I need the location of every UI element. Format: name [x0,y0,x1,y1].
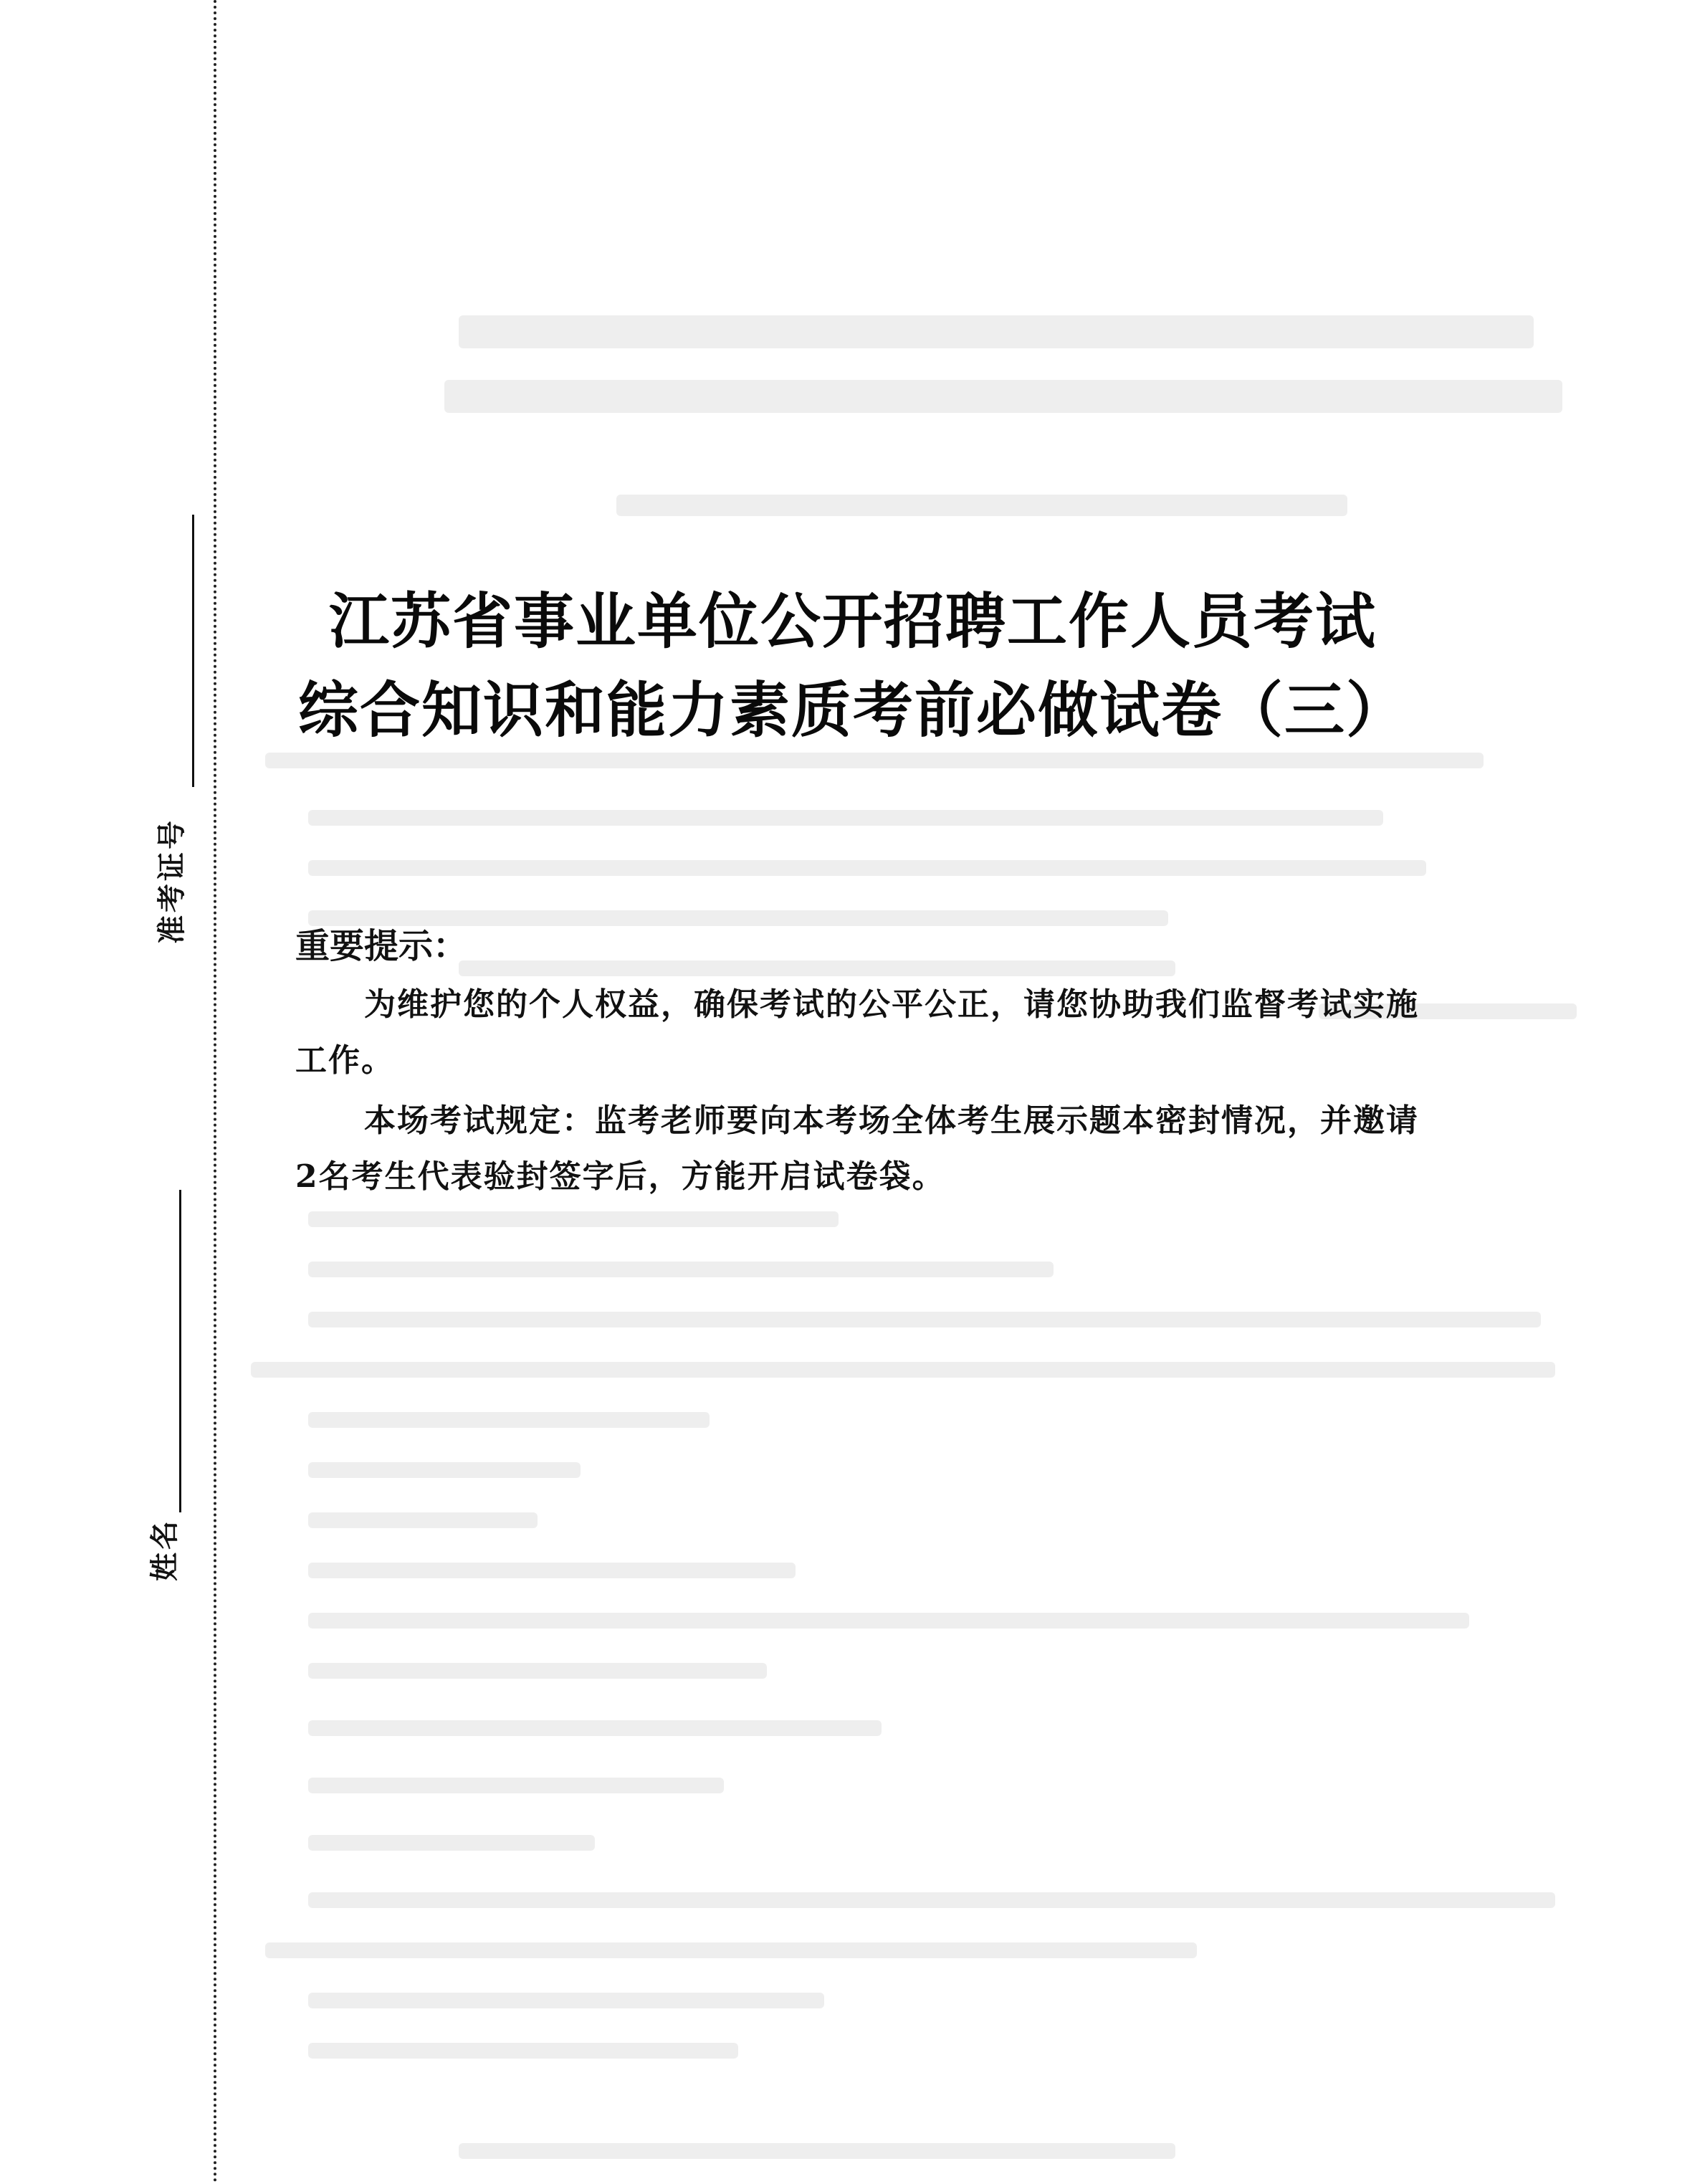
name-label: 姓名 [148,1518,181,1581]
bleed-through-line [308,1663,767,1679]
bleed-through-line [308,1720,882,1736]
notice-heading: 重要提示： [295,926,468,966]
bleed-through-line [444,380,1562,413]
bleed-through-line [308,860,1426,876]
bleed-through-line [308,1892,1555,1908]
bleed-through-line [308,1835,595,1851]
page-title [215,577,1491,755]
title-line-2: 综合知识和能力素质考前必做试卷（三） [297,675,1408,745]
bleed-through-line [265,1942,1197,1958]
bleed-through-line [308,1993,824,2008]
bleed-through-line [308,1211,839,1227]
bleed-through-line [459,315,1534,348]
bleed-through-line [308,1262,1054,1277]
name-field-line[interactable] [179,1190,181,1512]
bleed-through-line [308,1512,538,1528]
bleed-through-line [308,1462,581,1478]
title-line-1: 江苏省事业单位公开招聘工作人员考试 [328,586,1377,657]
notice-paragraph-1: 为维护您的个人权益，确保考试的公平公正，请您协助我们监督考试实施工作。 [295,986,1419,1079]
important-notice [295,921,1435,1209]
bleed-through-line [308,1312,1541,1327]
binding-dotted-line [214,0,216,2184]
bleed-through-line [616,495,1347,516]
exam-number-label: 准考证号 [156,818,188,944]
bleed-through-line [251,1362,1555,1378]
bleed-through-line [308,1412,710,1428]
bleed-through-line [308,1778,724,1793]
bleed-through-line [308,1613,1469,1629]
notice-paragraph-2: 本场考试规定：监考老师要向本考场全体考生展示题本密封情况，并邀请2名考生代表验封签字后，方能开启试卷袋。 [295,1102,1419,1195]
bleed-through-line [459,2143,1175,2159]
bleed-through-line [308,810,1383,826]
bleed-through-line [308,2043,738,2059]
exam-number-field-line[interactable] [192,515,194,787]
bleed-through-line [265,753,1484,768]
bleed-through-line [308,1563,796,1578]
